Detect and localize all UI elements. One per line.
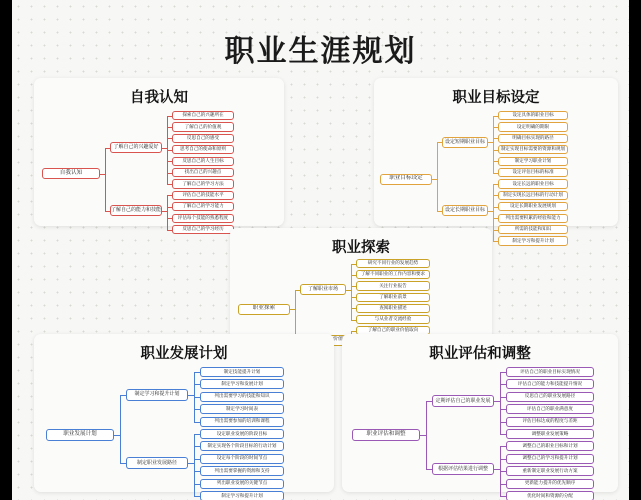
- panel-self-awareness[interactable]: [34, 78, 284, 232]
- node-leaf-self-1-2[interactable]: 评估每个技能的熟悉程度: [172, 214, 234, 223]
- connector: [351, 320, 356, 321]
- connector: [351, 264, 352, 320]
- panel-title-development-plan: 职业发展计划: [140, 346, 228, 362]
- page-title: 职业生涯规划: [224, 35, 417, 68]
- node-leaf-eval-1-3[interactable]: 更新能力提升的优先顺序: [506, 479, 594, 489]
- node-root-dev[interactable]: 职业发展计划: [46, 429, 114, 441]
- connector: [194, 422, 200, 423]
- node-root-self[interactable]: 自我认知: [42, 168, 100, 179]
- node-branch-dev-1[interactable]: 制定职业发展路径: [126, 457, 188, 469]
- node-leaf-self-1-0[interactable]: 评估自己的技能水平: [172, 191, 234, 200]
- node-leaf-self-0-4[interactable]: 反思自己的人生目标: [172, 157, 234, 166]
- connector: [167, 184, 172, 185]
- node-leaf-eval-1-4[interactable]: 优化时间和资源的分配: [506, 491, 594, 500]
- node-leaf-goal-0-5[interactable]: 设定评估目标的标准: [498, 168, 568, 177]
- node-leaf-self-0-3[interactable]: 思考自己的使命和原则: [172, 145, 234, 154]
- connector: [105, 148, 110, 149]
- connector: [500, 446, 501, 496]
- node-leaf-goal-1-3[interactable]: 列出需要积累的经验和能力: [498, 214, 568, 223]
- connector: [188, 395, 194, 396]
- connector: [500, 496, 506, 497]
- node-leaf-eval-0-5[interactable]: 调整职业发展策略: [506, 429, 594, 439]
- node-leaf-dev-1-4[interactable]: 列出职业发展的关键节点: [200, 479, 284, 489]
- node-leaf-eval-0-3[interactable]: 评估自己的职业满意度: [506, 404, 594, 414]
- node-branch-explore-0[interactable]: 了解职业市场: [300, 284, 346, 295]
- connector: [488, 211, 493, 212]
- connector: [120, 395, 121, 463]
- node-root-goal[interactable]: 职业目标设定: [380, 174, 432, 185]
- connector: [105, 211, 110, 212]
- connector: [500, 372, 501, 434]
- node-leaf-explore-0-4[interactable]: 查阅职业描述: [356, 304, 430, 313]
- panel-career-exploration[interactable]: [230, 228, 492, 340]
- node-root-explore[interactable]: 职业探索: [238, 304, 290, 315]
- node-leaf-goal-1-0[interactable]: 设定长远的职业目标: [498, 179, 568, 188]
- node-leaf-dev-1-5[interactable]: 制定学习和提升计划: [200, 491, 284, 500]
- node-leaf-dev-0-0[interactable]: 制定技能提升计划: [200, 367, 284, 377]
- connector: [437, 142, 442, 143]
- mindmap-career-exploration: [230, 228, 492, 340]
- node-leaf-dev-0-2[interactable]: 列出需要学习的技能和知识: [200, 392, 284, 402]
- node-leaf-eval-1-2[interactable]: 重新制定职业发展行动方案: [506, 466, 594, 476]
- node-leaf-eval-1-0[interactable]: 调整自己的职业目标和计划: [506, 441, 594, 451]
- node-branch-dev-0[interactable]: 制定学习和提升计划: [126, 389, 188, 401]
- panel-evaluation-adjustment[interactable]: [342, 334, 618, 498]
- node-branch-self-1[interactable]: 了解自己的能力和技能: [110, 205, 162, 216]
- connector: [167, 230, 172, 231]
- node-leaf-goal-0-1[interactable]: 设定明确的期限: [498, 122, 568, 131]
- node-leaf-self-0-0[interactable]: 探索自己的兴趣所在: [172, 111, 234, 120]
- mindmap-development-plan: [34, 334, 334, 498]
- connector: [295, 290, 296, 340]
- node-leaf-dev-1-1[interactable]: 制定实现各个阶段目标的行动计划: [200, 441, 284, 451]
- connector: [114, 435, 120, 436]
- node-leaf-eval-0-1[interactable]: 评估自己的能力和技能提升情况: [506, 379, 594, 389]
- panel-title-career-exploration: 职业探索: [332, 240, 390, 256]
- connector: [494, 469, 500, 470]
- connector: [493, 173, 498, 174]
- node-leaf-dev-1-0[interactable]: 设定职业发展的阶段目标: [200, 429, 284, 439]
- panel-career-goals[interactable]: [374, 78, 618, 243]
- node-branch-eval-0[interactable]: 定期评估自己的职业发展: [432, 395, 494, 407]
- node-branch-goal-1[interactable]: 设定长期职业目标: [442, 205, 488, 216]
- connector: [167, 195, 168, 229]
- connector: [162, 211, 167, 212]
- node-leaf-self-1-3[interactable]: 反思自己的学习经历: [172, 225, 234, 234]
- node-leaf-goal-0-3[interactable]: 制定实现目标需要的资源和规划: [498, 145, 568, 154]
- node-leaf-explore-0-3[interactable]: 了解职业前景: [356, 293, 430, 302]
- connector: [500, 434, 506, 435]
- connector: [493, 116, 494, 173]
- node-branch-eval-1[interactable]: 根据评估结果进行调整: [432, 463, 494, 475]
- panel-development-plan[interactable]: [34, 334, 334, 498]
- node-leaf-self-1-1[interactable]: 了解自己的学习能力: [172, 202, 234, 211]
- connector: [488, 142, 493, 143]
- connector: [493, 184, 494, 241]
- connector: [295, 290, 300, 291]
- node-leaf-explore-1-0[interactable]: 了解自己的职业价值取向: [356, 326, 430, 335]
- connector: [194, 372, 195, 422]
- node-leaf-dev-1-3[interactable]: 列出需要掌握的资源和支持: [200, 466, 284, 476]
- connector: [194, 434, 195, 496]
- node-leaf-self-0-1[interactable]: 了解自己的价值观: [172, 122, 234, 131]
- connector: [188, 463, 194, 464]
- node-leaf-goal-0-0[interactable]: 设定具体的职业目标: [498, 111, 568, 120]
- connector: [437, 142, 438, 210]
- mindmap-self-awareness: [34, 78, 284, 232]
- node-leaf-goal-1-4[interactable]: 所需的技能和知识: [498, 225, 568, 234]
- node-leaf-dev-1-2[interactable]: 设定每个阶段的时间节点: [200, 454, 284, 464]
- mindmap-evaluation-adjustment: [342, 334, 618, 498]
- connector: [493, 241, 498, 242]
- node-leaf-eval-0-0[interactable]: 评估自己的职业目标实现情况: [506, 367, 594, 377]
- node-leaf-explore-0-2[interactable]: 关注行业报告: [356, 281, 430, 290]
- connector: [346, 290, 351, 291]
- connector: [432, 179, 437, 180]
- node-root-eval[interactable]: 职业评估和调整: [352, 429, 420, 441]
- node-leaf-dev-0-3[interactable]: 制定学习时间表: [200, 404, 284, 414]
- node-leaf-eval-1-1[interactable]: 调整自己的学习和提升计划: [506, 454, 594, 464]
- mindmap-career-goals: [374, 78, 618, 243]
- node-leaf-goal-1-5[interactable]: 制定学习和提升计划: [498, 236, 568, 245]
- connector: [437, 211, 442, 212]
- node-leaf-explore-0-5[interactable]: 与从业者交流经验: [356, 315, 430, 324]
- panel-title-evaluation-adjustment: 职业评估和调整: [429, 346, 531, 362]
- mindmap-canvas: [12, 0, 629, 500]
- connector: [162, 148, 167, 149]
- connector: [494, 401, 500, 402]
- connector: [194, 496, 200, 497]
- connector: [167, 116, 168, 184]
- connector: [100, 174, 105, 175]
- connector: [120, 395, 126, 396]
- connector: [290, 309, 295, 310]
- panel-title-self-awareness: 自我认知: [130, 90, 188, 106]
- connector: [426, 401, 432, 402]
- node-leaf-explore-0-0[interactable]: 研究不同行业的发展趋势: [356, 259, 430, 268]
- connector: [120, 463, 126, 464]
- node-leaf-self-0-6[interactable]: 了解自己的学习方法: [172, 179, 234, 188]
- node-leaf-goal-0-2[interactable]: 明确目标实现的路径: [498, 134, 568, 143]
- node-leaf-self-0-5[interactable]: 找出自己的兴趣点: [172, 168, 234, 177]
- node-leaf-dev-0-4[interactable]: 列出需要参加的培训和课程: [200, 417, 284, 427]
- node-leaf-goal-1-1[interactable]: 制定实现长远目标的行动计划: [498, 191, 568, 200]
- node-leaf-dev-0-1[interactable]: 制定学习和发展计划: [200, 379, 284, 389]
- node-leaf-explore-0-1[interactable]: 了解不同职业的工作内容和要求: [356, 270, 430, 279]
- connector: [426, 401, 427, 469]
- node-leaf-goal-1-2[interactable]: 设定长期职业发展规划: [498, 202, 568, 211]
- panel-title-career-goals: 职业目标设定: [452, 90, 540, 106]
- node-leaf-self-0-2[interactable]: 反思自己的感受: [172, 134, 234, 143]
- connector: [426, 469, 432, 470]
- connector: [105, 148, 106, 211]
- connector: [420, 435, 426, 436]
- node-branch-goal-0[interactable]: 设定短期职业目标: [442, 137, 488, 148]
- node-leaf-eval-0-2[interactable]: 反思自己的职业发展路径: [506, 392, 594, 402]
- node-leaf-eval-0-4[interactable]: 评估目标达成的程度与差距: [506, 417, 594, 427]
- node-branch-self-0[interactable]: 了解自己的兴趣爱好: [110, 142, 162, 153]
- node-leaf-goal-0-4[interactable]: 制定学习职业计划: [498, 157, 568, 166]
